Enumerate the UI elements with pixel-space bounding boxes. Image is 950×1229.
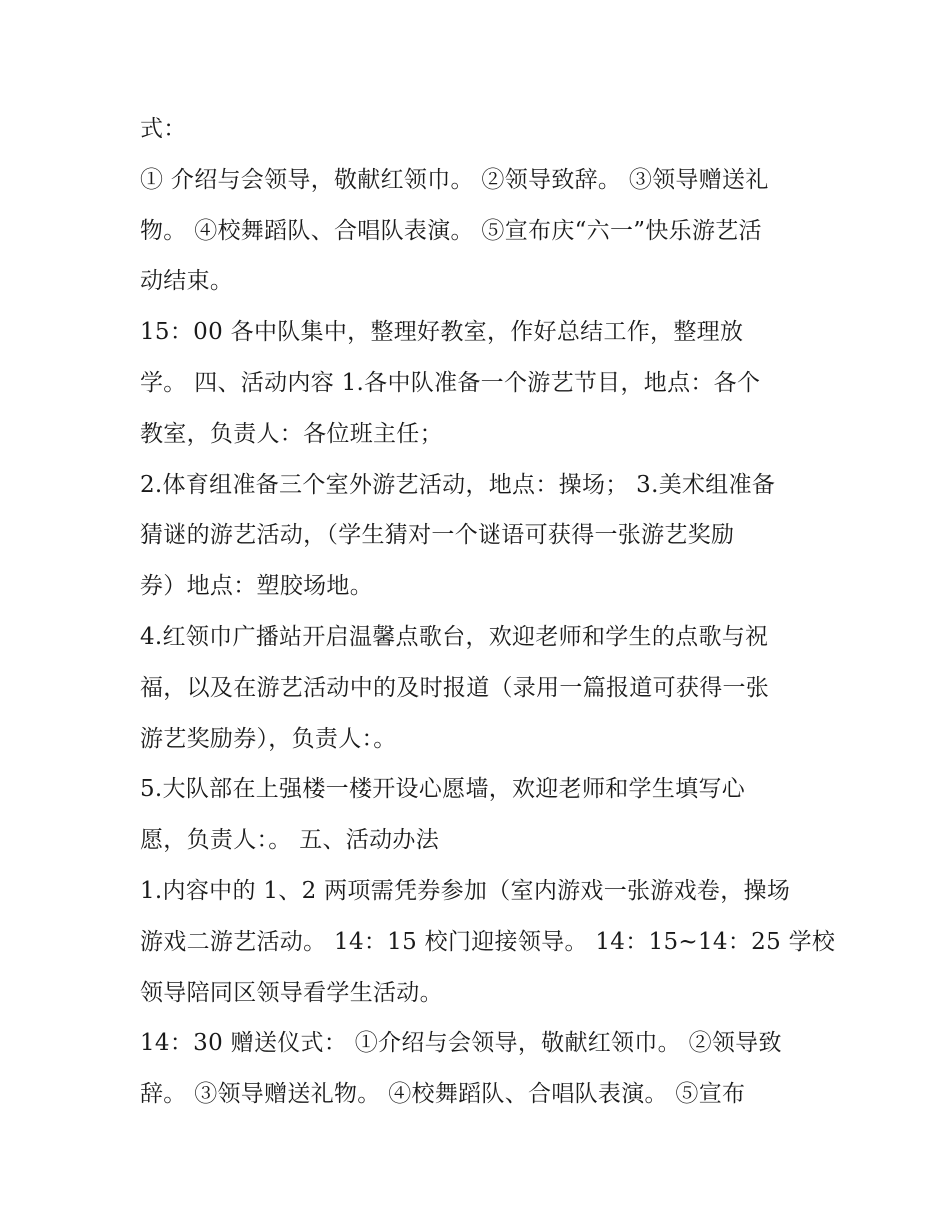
text-line: 游艺奖励券），负责人：。 (140, 725, 397, 752)
text-line: 福，以及在游艺活动中的及时报道（录用一篇报道可获得一张 (140, 674, 770, 701)
text-line: 物。 ④校舞蹈队、合唱队表演。 ⑤宣布庆“六一”快乐游艺活 (140, 217, 762, 244)
text-line: 游戏二游艺活动。 14：15 校门迎接领导。 14：15~14：25 学校 (140, 928, 836, 955)
text-line: 辞。 ③领导赠送礼物。 ④校舞蹈队、合唱队表演。 ⑤宣布 (140, 1081, 746, 1108)
document-page (140, 104, 836, 1120)
text-line: ① 介绍与会领导，敬献红领巾。 ②领导致辞。 ③领导赠送礼 (140, 166, 769, 193)
text-line: 领导陪同区领导看学生活动。 (140, 979, 443, 1006)
text-line: 5.大队部在上强楼一楼开设心愿墙，欢迎老师和学生填写心 (140, 776, 746, 803)
text-line: 1.内容中的 1、2 两项需凭券参加（室内游戏一张游戏卷，操场 (140, 877, 791, 904)
text-line: 15：00 各中队集中，整理好教室，作好总结工作，整理放 (140, 319, 744, 346)
text-line: 教室，负责人：各位班主任； (140, 420, 443, 447)
text-line: 2.体育组准备三个室外游艺活动，地点：操场； 3.美术组准备 (140, 471, 776, 498)
text-line: 券）地点：塑胶场地。 (140, 573, 373, 600)
text-line: 学。 四、活动内容 1.各中队准备一个游艺节目，地点：各个 (140, 369, 761, 396)
text-line: 猜谜的游艺活动，（学生猜对一个谜语可获得一张游艺奖励 (140, 522, 735, 549)
text-line: 14：30 赠送仪式： ①介绍与会领导，敬献红领巾。 ②领导致 (140, 1030, 782, 1057)
text-line: 4.红领巾广播站开启温馨点歌台，欢迎老师和学生的点歌与祝 (140, 623, 769, 650)
text-line: 动结束。 (140, 268, 234, 295)
text-line: 式： (140, 116, 187, 142)
text-line: 愿，负责人：。 五、活动办法 (140, 827, 440, 854)
